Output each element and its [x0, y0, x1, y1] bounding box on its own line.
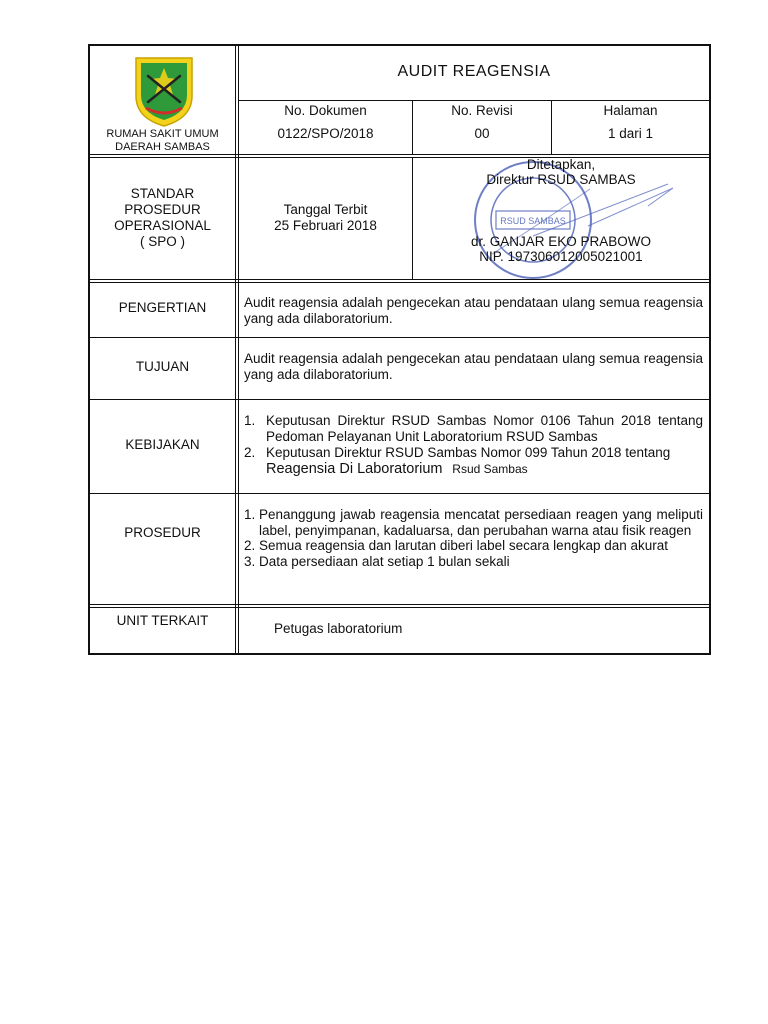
page-label: Halaman [603, 103, 658, 118]
spo-line3: OPERASIONAL [114, 218, 211, 233]
row-divider-prosedur-2 [88, 607, 711, 608]
tujuan-text: Audit reagensia adalah pengecekan atau pendataan ulang semua reagensia yang ada dilaboratorium. [244, 351, 703, 382]
pengertian-label: PENGERTIAN [118, 300, 207, 315]
spo-document [88, 44, 711, 655]
kebijakan-item-text-b: Reagensia Di Laboratorium [266, 461, 443, 477]
prosedur-label: PROSEDUR [124, 525, 201, 540]
issue-date-label: Tanggal Terbit [283, 202, 368, 217]
row-divider-title [238, 100, 711, 101]
row-divider-prosedur [88, 604, 711, 605]
row-divider-tujuan [88, 399, 711, 400]
prosedur-item [244, 554, 703, 570]
spo-line4: ( SPO ) [139, 234, 185, 249]
doc-number-value: 0122/SPO/2018 [277, 126, 374, 141]
signature-icon [528, 176, 678, 246]
unit-terkait-text: Petugas laboratorium [274, 621, 403, 636]
tujuan-label: TUJUAN [135, 359, 190, 374]
prosedur-item [244, 538, 703, 554]
revision-label: No. Revisi [451, 103, 513, 118]
prosedur-item-number: 3. [244, 553, 256, 569]
prosedur-item-text: Data persediaan alat setiap 1 bulan sekali [259, 553, 510, 569]
border-top [88, 44, 711, 46]
kebijakan-item [244, 413, 703, 445]
institution-name-line2: DAERAH SAMBAS [115, 141, 210, 153]
kebijakan-item-text: Keputusan Direktur RSUD Sambas Nomor 0106 Tahun 2018 tentang Pedoman Pelayanan Unit Laboratorium RSUD Sambas [266, 413, 703, 444]
spo-line1: STANDAR [130, 186, 195, 201]
page-value: 1 dari 1 [607, 126, 654, 141]
prosedur-item-number: 2. [244, 538, 256, 553]
row-divider-spo [88, 279, 711, 280]
document-title: AUDIT REAGENSIA [397, 63, 551, 80]
prosedur-item-number: 1. [244, 507, 256, 522]
kebijakan-list [244, 413, 703, 477]
director-name: dr. GANJAR EKO PRABOWO [470, 234, 652, 249]
prosedur-item [244, 507, 703, 538]
kebijakan-label: KEBIJAKAN [125, 437, 200, 452]
row-divider-pengertian [88, 337, 711, 338]
hospital-logo-icon [132, 52, 196, 128]
unit-terkait-label: UNIT TERKAIT [116, 613, 209, 628]
kebijakan-item-text-c: Rsud Sambas [452, 462, 528, 476]
row-divider-kebijakan [88, 493, 711, 494]
director-nip: NIP. 197306012005021001 [479, 249, 643, 264]
row-divider-header [88, 154, 711, 155]
prosedur-list [244, 507, 703, 569]
institution-name-line1: RUMAH SAKIT UMUM [106, 128, 219, 140]
director-title: Direktur RSUD SAMBAS [486, 172, 636, 187]
kebijakan-item [244, 445, 703, 477]
pengertian-text: Audit reagensia adalah pengecekan atau pendataan ulang semua reagensia yang ada dilaboratorium. [244, 295, 703, 326]
revision-value: 00 [474, 126, 490, 141]
kebijakan-item-number: 2. [244, 445, 256, 460]
doc-number-label: No. Dokumen [284, 103, 367, 118]
set-by-label: Ditetapkan, [526, 157, 596, 172]
kebijakan-item-text: Keputusan Direktur RSUD Sambas Nomor 099 Tahun 2018 tentang [266, 445, 671, 460]
row-divider-spo-2 [88, 282, 711, 283]
border-right [709, 44, 711, 655]
stamp-text: RSUD SAMBAS [500, 216, 566, 226]
prosedur-item-text: Semua reagensia dan larutan diberi label secara lengkap dan akurat [259, 538, 669, 553]
border-bottom [88, 653, 711, 655]
prosedur-item-text: Penanggung jawab reagensia mencatat persediaan reagen yang meliputi label, penyimpanan, kadaluarsa, dan perubahan warna atau fisik reagen [259, 507, 703, 538]
spo-line2: PROSEDUR [124, 202, 201, 217]
issue-date-value: 25 Februari 2018 [274, 218, 377, 233]
col-divider-main [235, 44, 236, 655]
kebijakan-item-number: 1. [244, 413, 256, 428]
